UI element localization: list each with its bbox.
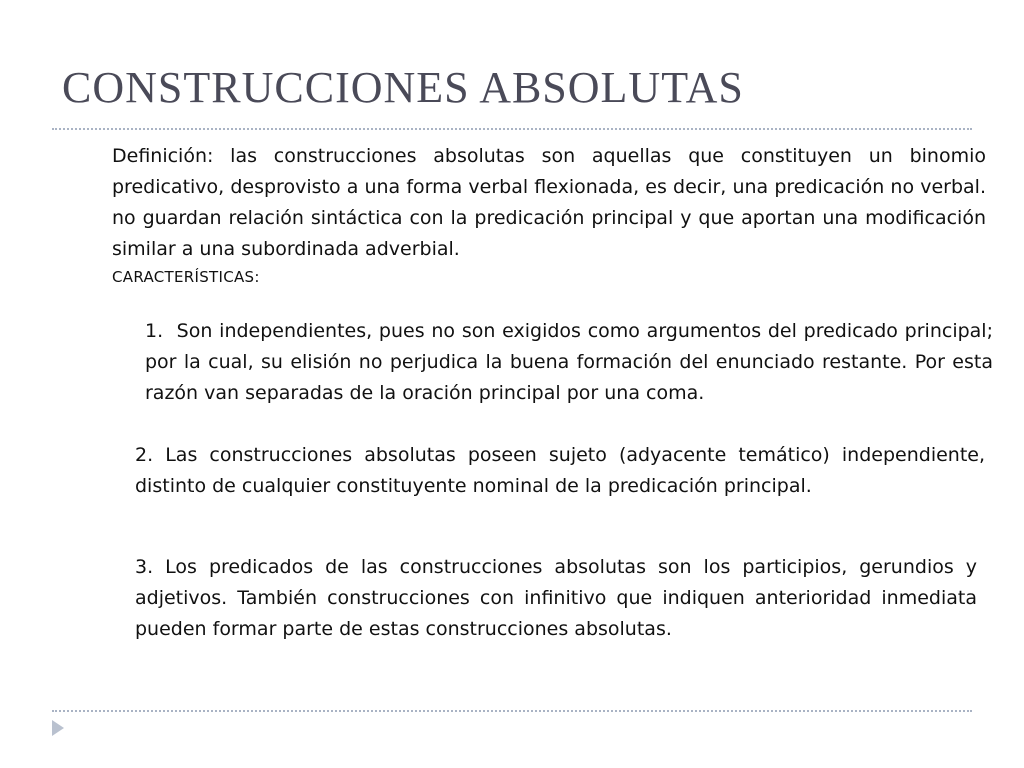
slide-title: CONSTRUCCIONES ABSOLUTAS bbox=[62, 63, 744, 112]
characteristic-item-1 bbox=[145, 316, 993, 409]
definition-paragraph: Definición: las construcciones absolutas son aquellas que constituyen un binomio predicativo, desprovisto a una forma verbal flexionada, es decir, una predicación no verbal. no guardan relación sintáctica con la predicación principal y que aportan una modificación similar a una subordinada adverbial. bbox=[112, 145, 986, 260]
item-text: Las construcciones absolutas poseen sujeto (adyacente temático) independiente, distinto de cualquier constituyente nominal de la predicación principal. bbox=[135, 444, 986, 497]
footer-divider bbox=[52, 710, 972, 712]
item-text: Son independientes, pues no son exigidos como argumentos del predicado principal; por la cual, su elisión no perjudica la buena formación del enunciado restante. Por esta razón van separadas de la oración principal por una coma. bbox=[145, 320, 993, 404]
item-number: 2. bbox=[135, 444, 154, 466]
item-number: 3. bbox=[135, 556, 154, 578]
item-number: 1. bbox=[145, 320, 164, 342]
characteristic-item-3 bbox=[135, 552, 977, 645]
triangle-right-icon bbox=[52, 720, 64, 736]
title-divider bbox=[52, 128, 972, 130]
characteristic-item-2 bbox=[135, 440, 985, 502]
characteristics-label: CARACTERÍSTICAS: bbox=[112, 268, 260, 286]
item-text: Los predicados de las construcciones absolutas son los participios, gerundios y adjetivos. También construcciones con infinitivo que indiquen anterioridad inmediata pueden formar parte de estas construcciones absolutas. bbox=[135, 556, 977, 640]
